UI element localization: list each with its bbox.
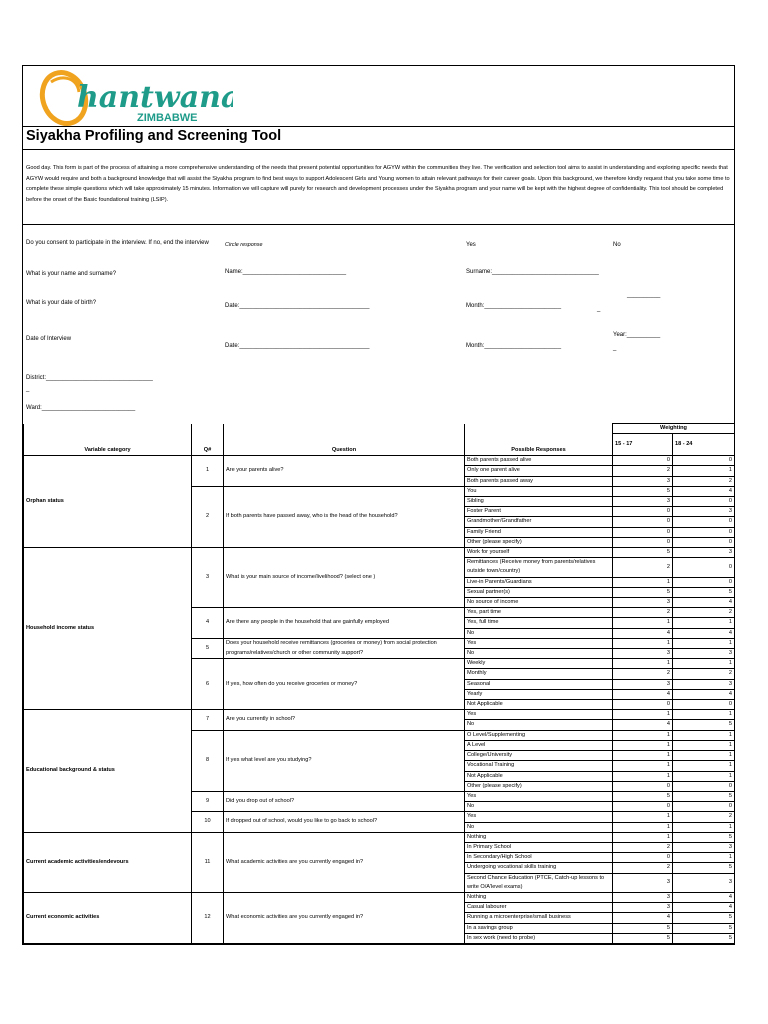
consent-yes[interactable]: Yes (466, 242, 476, 248)
age-15-17-header: 15 - 17 (613, 434, 673, 456)
weight-18-24: 3 (673, 679, 735, 689)
question-text: What academic activities are you currently engaged in? (224, 832, 465, 892)
response-option[interactable]: No (465, 802, 613, 812)
response-option[interactable]: Yes (465, 812, 613, 822)
response-option[interactable]: No (465, 628, 613, 638)
ward-field[interactable]: Ward:____________________________ (26, 405, 136, 411)
weight-18-24: 1 (673, 853, 735, 863)
weight-18-24: 3 (673, 873, 735, 892)
weight-15-17: 4 (613, 628, 673, 638)
name-question: What is your name and surname? (26, 271, 117, 277)
response-option[interactable]: Foster Parent (465, 507, 613, 517)
variable-category-header: Variable category (24, 434, 192, 456)
question-number: 1 (192, 456, 224, 487)
response-option[interactable]: In Secondary/High School (465, 853, 613, 863)
dob-date-field[interactable]: Date:_______________________________________ (225, 303, 370, 309)
weight-18-24: 1 (673, 659, 735, 669)
weight-18-24: 5 (673, 913, 735, 923)
intro-paragraph: Good day. This form is part of the process of attaining a more comprehensive understanding of the needs that present potential opportunities for AGYW within the communities they live. The verification and selection tool aims to assist in understanding and exploring specific needs that AGYW would require and both a background knowledge that will assist the Siyakha program to find best ways to support Adolescent Girls and Young women to attain relevant pathways for their career goals. Upon this background, we therefore kindly request that you take some time to complete these simple questions which will take approximately 15 minutes. Information we will capture will purely for research and development processes under the Siyakha program and your name will be kept with the highest degree of confidentiality. This tool should be completed before the onset of the Basic foundational training (LSIP). (26, 165, 730, 203)
weight-18-24: 1 (673, 751, 735, 761)
response-option[interactable]: Weekly (465, 659, 613, 669)
weight-18-24: 4 (673, 689, 735, 699)
weight-18-24: 0 (673, 700, 735, 710)
weighting-header: Weighting (613, 424, 735, 434)
interview-month-field[interactable]: Month:_______________________ (466, 343, 562, 349)
weight-18-24: 4 (673, 486, 735, 496)
response-option[interactable]: Nothing (465, 892, 613, 902)
dob-year-field[interactable]: __________ (627, 292, 661, 298)
district-underscore: _ (26, 386, 30, 392)
response-option[interactable]: Only one parent alive (465, 466, 613, 476)
response-option[interactable]: A Level (465, 740, 613, 750)
response-option[interactable]: No (465, 822, 613, 832)
weight-15-17: 4 (613, 720, 673, 730)
weight-18-24: 0 (673, 517, 735, 527)
weight-15-17: 1 (613, 832, 673, 842)
response-option[interactable]: Yes (465, 710, 613, 720)
weight-18-24: 1 (673, 771, 735, 781)
question-number: 11 (192, 832, 224, 892)
table-row (24, 892, 735, 902)
response-option[interactable]: Both parents passed alive (465, 456, 613, 466)
response-option[interactable]: Both parents passed away (465, 476, 613, 486)
weight-18-24: 0 (673, 537, 735, 547)
weight-18-24: 0 (673, 497, 735, 507)
weight-15-17: 2 (613, 863, 673, 873)
weight-15-17: 0 (613, 700, 673, 710)
response-option[interactable]: Sibling (465, 497, 613, 507)
response-option[interactable]: Seasonal (465, 679, 613, 689)
table-row (24, 456, 735, 466)
question-text: Are there any people in the household that are gainfully employed (224, 608, 465, 639)
interview-year-field[interactable]: Year:__________ (613, 332, 661, 338)
weight-18-24: 0 (673, 802, 735, 812)
question-text: Did you drop out of school? (224, 791, 465, 811)
question-text: If both parents have passed away, who is the head of the household? (224, 486, 465, 547)
weight-18-24: 4 (673, 903, 735, 913)
response-option[interactable]: Not Applicable (465, 771, 613, 781)
weight-15-17: 1 (613, 812, 673, 822)
district-field[interactable]: District:________________________________ (26, 375, 153, 381)
response-option[interactable]: Remittances (Receive money from parents/relatives outside town/country) (465, 558, 613, 577)
weight-18-24: 1 (673, 638, 735, 648)
response-option[interactable]: Yes, full time (465, 618, 613, 628)
weight-15-17: 2 (613, 608, 673, 618)
question-text: If yes, how often do you receive groceries or money? (224, 659, 465, 710)
weight-18-24: 4 (673, 628, 735, 638)
weight-15-17: 3 (613, 476, 673, 486)
response-option[interactable]: Yes, part time (465, 608, 613, 618)
response-option[interactable]: No (465, 720, 613, 730)
response-option[interactable]: Nothing (465, 832, 613, 842)
weight-15-17: 5 (613, 587, 673, 597)
response-option[interactable]: Sexual partner(s) (465, 587, 613, 597)
weight-15-17: 0 (613, 802, 673, 812)
question-number: 8 (192, 730, 224, 791)
weight-18-24: 2 (673, 812, 735, 822)
question-text: Are your parents alive? (224, 456, 465, 487)
weight-15-17: 5 (613, 486, 673, 496)
response-option[interactable]: Yes (465, 638, 613, 648)
weight-18-24: 0 (673, 577, 735, 587)
weight-18-24: 1 (673, 466, 735, 476)
question-text: If yes what level are you studying? (224, 730, 465, 791)
weight-18-24: 3 (673, 548, 735, 558)
weight-15-17: 0 (613, 853, 673, 863)
weight-15-17: 0 (613, 537, 673, 547)
question-number: 12 (192, 892, 224, 943)
weight-18-24: 1 (673, 740, 735, 750)
weight-15-17: 1 (613, 751, 673, 761)
variable-category-cell: Household income status (24, 548, 192, 710)
weight-15-17: 1 (613, 710, 673, 720)
weight-18-24: 5 (673, 587, 735, 597)
weight-18-24: 1 (673, 822, 735, 832)
weight-15-17: 3 (613, 679, 673, 689)
response-option[interactable]: No source of income (465, 598, 613, 608)
weight-15-17: 1 (613, 761, 673, 771)
weight-18-24: 3 (673, 649, 735, 659)
interview-date-field[interactable]: Date:_______________________________________ (225, 343, 370, 349)
weight-18-24: 5 (673, 923, 735, 933)
weight-15-17: 1 (613, 659, 673, 669)
response-option[interactable]: Live-in Parents/Guardians (465, 577, 613, 587)
consent-question: Do you consent to participate in the interview. If no, end the interview (26, 240, 209, 246)
interview-underscore: _ (613, 345, 617, 351)
weight-15-17: 1 (613, 618, 673, 628)
question-number: 7 (192, 710, 224, 730)
weight-15-17: 4 (613, 689, 673, 699)
response-option[interactable]: No (465, 649, 613, 659)
question-text: What economic activities are you currently engaged in? (224, 892, 465, 943)
question-number: 9 (192, 791, 224, 811)
question-number: 6 (192, 659, 224, 710)
response-option[interactable]: Grandmother/Grandfather (465, 517, 613, 527)
response-option[interactable]: College/University (465, 751, 613, 761)
response-option[interactable]: Family Friend (465, 527, 613, 537)
weight-15-17: 2 (613, 669, 673, 679)
response-option[interactable]: In a savings group (465, 923, 613, 933)
weight-15-17: 5 (613, 548, 673, 558)
table-row (24, 548, 735, 558)
weight-18-24: 0 (673, 527, 735, 537)
weight-15-17: 4 (613, 913, 673, 923)
variable-category-cell: Current academic activities/endevours (24, 832, 192, 892)
weight-18-24: 4 (673, 892, 735, 902)
weight-15-17: 3 (613, 497, 673, 507)
weight-18-24: 2 (673, 608, 735, 618)
response-option[interactable]: Work for yourself (465, 548, 613, 558)
weight-15-17: 2 (613, 558, 673, 577)
question-header: Question (224, 434, 465, 456)
weight-18-24: 5 (673, 791, 735, 801)
question-text: If dropped out of school, would you like to go back to school? (224, 812, 465, 832)
question-number: 3 (192, 548, 224, 608)
response-option[interactable]: Not Applicable (465, 700, 613, 710)
table-row (24, 710, 735, 720)
weight-15-17: 3 (613, 598, 673, 608)
weight-18-24: 1 (673, 761, 735, 771)
weight-18-24: 0 (673, 781, 735, 791)
weight-15-17: 5 (613, 791, 673, 801)
dob-question: What is your date of birth? (26, 300, 97, 306)
age-18-24-header: 18 - 24 (673, 434, 735, 456)
consent-no[interactable]: No (613, 242, 621, 248)
response-option[interactable]: Vocational Training (465, 761, 613, 771)
weight-18-24: 5 (673, 832, 735, 842)
dob-month-field[interactable]: Month:_______________________ (466, 303, 562, 309)
weight-18-24: 3 (673, 842, 735, 852)
form-page (22, 65, 735, 945)
weight-15-17: 5 (613, 923, 673, 933)
weight-15-17: 1 (613, 822, 673, 832)
weight-15-17: 0 (613, 527, 673, 537)
variable-category-cell: Orphan status (24, 456, 192, 548)
question-number: 2 (192, 486, 224, 547)
weight-18-24: 1 (673, 710, 735, 720)
question-number: 4 (192, 608, 224, 639)
weight-15-17: 1 (613, 638, 673, 648)
weight-15-17: 1 (613, 740, 673, 750)
variable-category-cell: Current economic activities (24, 892, 192, 943)
svg-text:hantwana: hantwana (77, 80, 233, 115)
weight-15-17: 1 (613, 577, 673, 587)
weight-15-17: 3 (613, 873, 673, 892)
weight-18-24: 2 (673, 476, 735, 486)
name-field[interactable]: Name:_______________________________ (225, 269, 347, 275)
consent-hint: Circle response (225, 242, 263, 248)
response-option[interactable]: Monthly (465, 669, 613, 679)
weight-15-17: 3 (613, 649, 673, 659)
weight-15-17: 0 (613, 507, 673, 517)
response-option[interactable]: You (465, 486, 613, 496)
hantwana-logo (33, 68, 233, 128)
weight-15-17: 1 (613, 771, 673, 781)
weight-15-17: 2 (613, 842, 673, 852)
weight-18-24: 0 (673, 456, 735, 466)
response-option[interactable]: Other (please specify) (465, 537, 613, 547)
response-option[interactable]: Other (please specify) (465, 781, 613, 791)
form-title: Siyakha Profiling and Screening Tool (26, 128, 282, 144)
response-option[interactable]: Yes (465, 791, 613, 801)
dob-underscore: _ (597, 306, 601, 312)
weight-15-17: 2 (613, 466, 673, 476)
weight-18-24: 3 (673, 507, 735, 517)
weight-18-24: 5 (673, 933, 735, 943)
question-text: What is your main source of income/livelihood? (select one ) (224, 548, 465, 608)
weight-18-24: 0 (673, 558, 735, 577)
weight-15-17: 3 (613, 892, 673, 902)
weight-18-24: 1 (673, 730, 735, 740)
weight-18-24: 2 (673, 669, 735, 679)
weight-18-24: 5 (673, 720, 735, 730)
response-option[interactable]: In sex work (need to probe) (465, 933, 613, 943)
weight-15-17: 5 (613, 933, 673, 943)
weight-15-17: 3 (613, 903, 673, 913)
response-option[interactable]: Undergoing vocational skills training (465, 863, 613, 873)
response-option[interactable]: Yearly (465, 689, 613, 699)
surname-field[interactable]: Surname:________________________________ (466, 269, 599, 275)
weight-18-24: 1 (673, 618, 735, 628)
responses-header: Possible Responses (465, 434, 613, 456)
weight-18-24: 5 (673, 863, 735, 873)
interview-question: Date of Interview (26, 336, 72, 342)
response-option[interactable]: Casual labourer (465, 903, 613, 913)
weight-18-24: 4 (673, 598, 735, 608)
weight-15-17: 1 (613, 730, 673, 740)
question-text: Does your household receive remittances (groceries or money) from social protection programs/relatives/church or other community support? (224, 638, 465, 658)
weight-15-17: 0 (613, 456, 673, 466)
response-option[interactable]: In Primary School (465, 842, 613, 852)
question-text: Are you currently in school? (224, 710, 465, 730)
question-number: 10 (192, 812, 224, 832)
svg-text:ZIMBABWE: ZIMBABWE (137, 112, 198, 124)
screening-table (23, 423, 735, 944)
response-option[interactable]: O Level/Supplementing (465, 730, 613, 740)
response-option[interactable]: Running a microenterprise/small business (465, 913, 613, 923)
question-number: 5 (192, 638, 224, 658)
response-option[interactable]: Second Chance Education (PTCE, Catch-up lessons to write O/A'level exams) (465, 873, 613, 892)
weight-15-17: 0 (613, 517, 673, 527)
weight-15-17: 0 (613, 781, 673, 791)
table-row (24, 832, 735, 842)
q-number-header: Q# (192, 434, 224, 456)
variable-category-cell: Educational background & status (24, 710, 192, 832)
